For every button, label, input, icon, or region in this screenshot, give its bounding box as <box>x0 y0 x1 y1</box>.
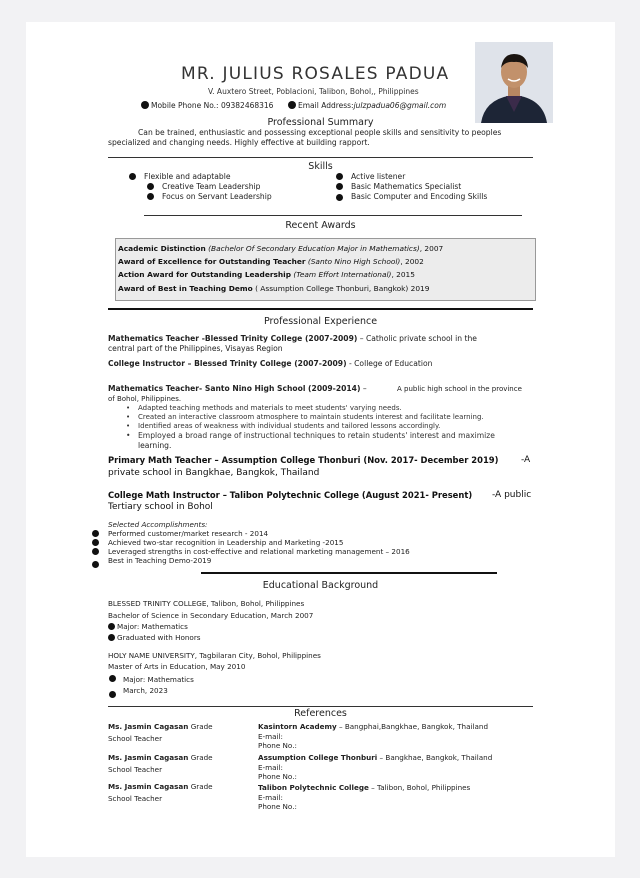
accomplishments-title: Selected Accomplishments: <box>108 520 208 529</box>
education-detail: Major: Mathematics <box>117 622 188 631</box>
skill-item: Active listener <box>351 172 405 181</box>
bullet-icon <box>108 623 115 630</box>
bullet-icon <box>92 561 99 568</box>
award-item: Action Award for Outstanding Leadership (Team Effort International), 2015 <box>118 270 415 279</box>
divider <box>108 308 533 310</box>
job-entry: College Math Instructor – Talibon Polytechnic College (August 2021- Present) <box>108 490 473 500</box>
bullet-icon <box>336 173 343 180</box>
email-label: Email Address: <box>298 101 354 110</box>
reference-org: Kasintorn Academy – Bangphai,Bangkhae, Bangkok, Thailand <box>258 722 489 731</box>
bullet-icon <box>92 548 99 555</box>
reference-role: School Teacher <box>108 765 163 774</box>
reference-org: Assumption College Thonburi – Bangkhae, Bangkok, Thailand <box>258 753 493 762</box>
bullet-icon <box>288 101 296 109</box>
reference-role: School Teacher <box>108 734 163 743</box>
reference-role: School Teacher <box>108 794 163 803</box>
email-address: julzpadua06@gmail.com <box>353 101 447 110</box>
bullet-icon <box>109 675 116 682</box>
bullet-icon <box>147 183 154 190</box>
accomplishment-item: Achieved two-star recognition in Leadership and Marketing -2015 <box>108 538 343 547</box>
education-title: Educational Background <box>262 580 379 591</box>
bullet-icon <box>108 634 115 641</box>
skill-item: Basic Computer and Encoding Skills <box>351 192 487 201</box>
job-description-cont: of Bohol, Philippines. <box>108 395 182 403</box>
duty-bullet: • Employed a broad range of instructional techniques to retain students' interest and maximize <box>138 431 495 440</box>
accomplishment-item: Leveraged strengths in cost-effective and relational marketing management – 2016 <box>108 547 410 556</box>
accomplishment-item: Performed customer/market research - 2014 <box>108 529 268 538</box>
bullet-icon <box>109 691 116 698</box>
award-item: Academic Distinction (Bachelor Of Secondary Education Major in Mathematics), 2007 <box>118 244 444 253</box>
school-name: HOLY NAME UNIVERSITY, Tagbilaran City, Bohol, Philippines <box>108 651 321 660</box>
skill-item: Focus on Servant Leadership <box>162 192 272 201</box>
reference-phone: Phone No.: <box>258 802 297 811</box>
degree: Bachelor of Science in Secondary Education, March 2007 <box>108 611 314 620</box>
job-entry: College Instructor – Blessed Trinity College (2007-2009) - College of Education <box>108 359 433 368</box>
job-entry: Mathematics Teacher- Santo Nino High School (2009-2014) – <box>108 384 367 393</box>
school-name: BLESSED TRINITY COLLEGE, Talibon, Bohol, Philippines <box>108 599 305 608</box>
reference-org: Talibon Polytechnic College – Talibon, Bohol, Philippines <box>258 783 471 792</box>
experience-title: Professional Experience <box>263 316 378 327</box>
reference-name: Ms. Jasmin Cagasan Grade <box>108 753 213 762</box>
job-entry: Mathematics Teacher -Blessed Trinity College (2007-2009) – Catholic private school in the <box>108 334 477 343</box>
mobile-phone: Mobile Phone No.: 09382468316 <box>151 101 274 110</box>
reference-phone: Phone No.: <box>258 741 297 750</box>
skills-title: Skills <box>308 161 333 172</box>
divider <box>108 706 533 707</box>
job-entry: Primary Math Teacher – Assumption College Thonburi (Nov. 2017- December 2019) <box>108 455 499 465</box>
mobile-line <box>141 101 273 110</box>
duty-bullet-cont: learning. <box>138 441 172 450</box>
applicant-name: MR. JULIUS ROSALES PADUA <box>181 64 450 84</box>
job-entry-cont: central part of the Philippines, Visayas Region <box>108 344 283 353</box>
summary-line-1: Can be trained, enthusiastic and possessing exceptional people skills and sensitivity to peoples <box>138 128 502 137</box>
accomplishment-item: Best in Teaching Demo-2019 <box>108 556 211 565</box>
bullet-icon <box>336 194 343 201</box>
awards-box <box>115 238 536 301</box>
bullet-icon <box>147 193 154 200</box>
duty-bullet: • Created an interactive classroom atmosphere to maintain students interest and facilitate learning. <box>138 413 484 421</box>
duty-bullet: • Identified areas of weakness with individual students and tailored lessons accordingly. <box>138 422 440 430</box>
reference-name: Ms. Jasmin Cagasan Grade <box>108 782 213 791</box>
resume-page <box>26 22 615 857</box>
summary-title: Professional Summary <box>267 117 374 128</box>
skill-item: Creative Team Leadership <box>162 182 260 191</box>
bullet-icon <box>336 183 343 190</box>
divider <box>201 572 497 574</box>
education-detail: Graduated with Honors <box>117 633 201 642</box>
duty-bullet: • Adapted teaching methods and materials to meet students' varying needs. <box>138 404 402 412</box>
divider <box>108 157 533 158</box>
award-item: Award of Excellence for Outstanding Teacher (Santo Nino High School), 2002 <box>118 257 424 266</box>
email-line <box>288 101 446 110</box>
education-detail: March, 2023 <box>123 686 168 695</box>
degree: Master of Arts in Education, May 2010 <box>108 662 246 671</box>
bullet-icon <box>92 539 99 546</box>
reference-phone: Phone No.: <box>258 772 297 781</box>
reference-email: E-mail: <box>258 793 283 802</box>
job-type: -A public <box>492 490 532 500</box>
references-title: References <box>294 708 347 719</box>
divider <box>144 215 522 216</box>
job-type: -A <box>521 455 531 465</box>
job-description: A public high school in the province <box>397 385 522 393</box>
reference-name: Ms. Jasmin Cagasan Grade <box>108 722 213 731</box>
skill-item: Basic Mathematics Specialist <box>351 182 461 191</box>
job-entry-cont: private school in Bangkhae, Bangkok, Thailand <box>108 468 320 478</box>
bullet-icon <box>129 173 136 180</box>
awards-title: Recent Awards <box>285 220 356 231</box>
summary-line-2: specialized and changing needs. Highly effective at building rapport. <box>108 138 370 147</box>
profile-photo <box>475 42 553 123</box>
address: V. Auxtero Street, Poblacioni, Talibon, Bohol,, Philippines <box>208 87 419 96</box>
award-item: Award of Best in Teaching Demo ( Assumption College Thonburi, Bangkok) 2019 <box>118 284 430 293</box>
bullet-icon <box>141 101 149 109</box>
education-detail: Major: Mathematics <box>123 675 194 684</box>
reference-email: E-mail: <box>258 763 283 772</box>
reference-email: E-mail: <box>258 732 283 741</box>
skill-item: Flexible and adaptable <box>144 172 231 181</box>
job-entry-cont: Tertiary school in Bohol <box>108 502 213 512</box>
bullet-icon <box>92 530 99 537</box>
